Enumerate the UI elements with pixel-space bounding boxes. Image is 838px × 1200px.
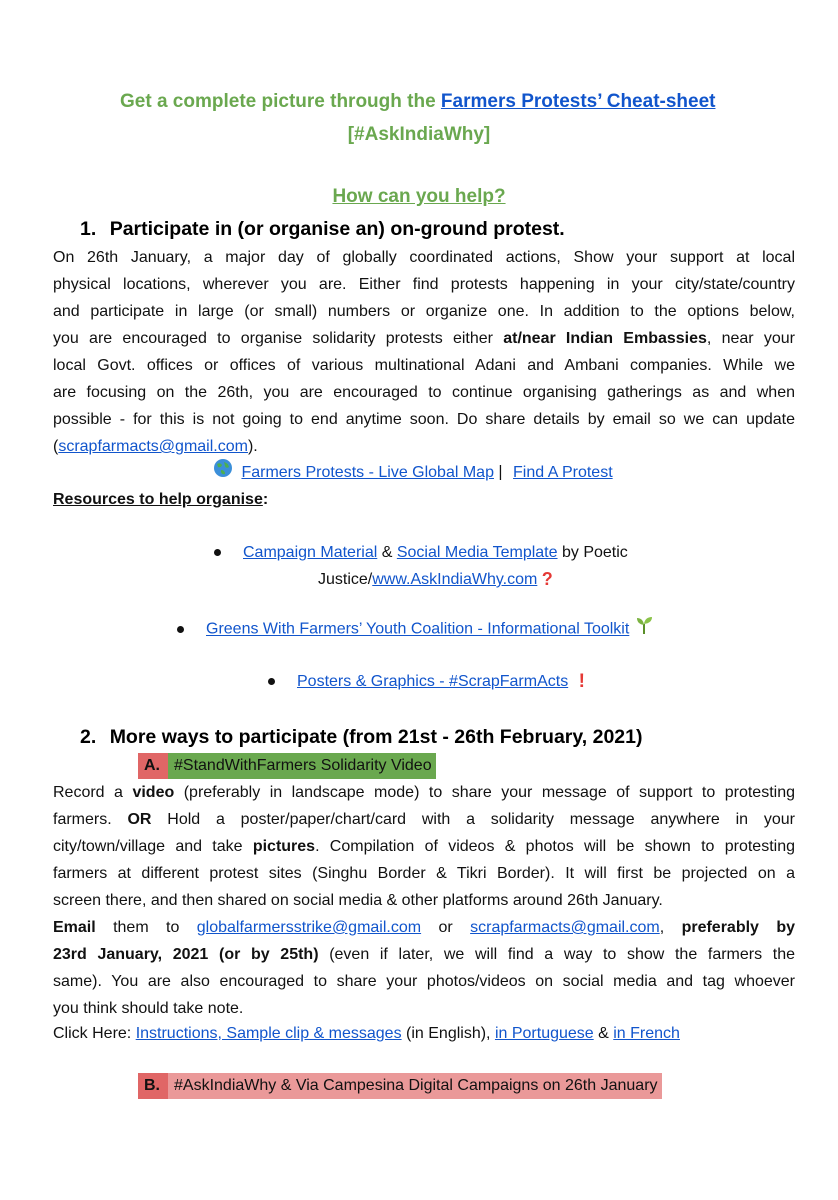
video-paragraph (53, 779, 795, 914)
text-run: & (593, 1025, 614, 1042)
text-run-bold: Email (53, 919, 96, 936)
find-a-protest-link[interactable]: Find A Protest (513, 463, 613, 481)
globe-icon (213, 458, 233, 487)
text-run: (preferably in landscape mode) to share your message of support to protesting (174, 784, 795, 801)
text-run: Justice/ (318, 571, 373, 588)
text-run: Hold a poster/paper/chart/card with a solidarity message anywhere in your (151, 811, 795, 828)
section-2-number: 2. (80, 726, 97, 748)
text-run: Record a (53, 784, 133, 801)
list-item-posters (268, 668, 585, 695)
paragraph-line (53, 433, 795, 460)
list-item-continuation (318, 566, 553, 593)
help-heading: How can you help? (332, 186, 506, 207)
paragraph-line: local Govt. offices or offices of various multinational Adani and Ambani companies. While we (53, 357, 795, 374)
section-2-heading (80, 726, 643, 749)
subsection-b-heading (138, 1073, 662, 1099)
text-run: ). (247, 438, 258, 455)
bullet-dot (177, 626, 184, 633)
resources-colon: : (262, 491, 269, 508)
text-run-bold: video (132, 784, 175, 801)
posters-graphics-link[interactable]: Posters & Graphics - #ScrapFarmActs (297, 673, 569, 690)
text-run: (even if later, we will find a way to show the farmers the (318, 946, 795, 963)
subsection-a-heading (138, 753, 436, 779)
email-link-globalfarmersstrike[interactable]: globalfarmersstrike@gmail.com (196, 919, 422, 936)
section-1-title: Participate in (or organise an) on-ground protest. (109, 218, 565, 240)
link-separator: | (493, 463, 508, 481)
askindiawhy-link[interactable]: www.AskIndiaWhy.com (372, 571, 538, 588)
text-run: them to (95, 919, 197, 936)
cheat-sheet-link[interactable]: Farmers Protests’ Cheat-sheet (440, 91, 716, 112)
paragraph-line (53, 806, 795, 833)
text-run: (in English), (401, 1025, 495, 1042)
resources-label-text: Resources to help organise (53, 491, 263, 508)
email-paragraph (53, 914, 795, 1022)
section-2-title: More ways to participate (from 21st - 26th February, 2021) (109, 726, 643, 748)
text-run: & (377, 544, 397, 561)
paragraph-line (53, 833, 795, 860)
subsection-b-title: #AskIndiaWhy & Via Campesina Digital Campaigns on 26th January (168, 1073, 662, 1099)
text-run: farmers. (53, 811, 128, 828)
section-1-number: 1. (80, 218, 97, 240)
french-link[interactable]: in French (613, 1025, 680, 1042)
embassies-emphasis: at/near Indian Embassies (503, 330, 707, 347)
paragraph-line (53, 941, 795, 968)
page-title (120, 91, 715, 113)
click-here-label: Click Here: (53, 1025, 136, 1042)
text-run: , (659, 919, 682, 936)
portuguese-link[interactable]: in Portuguese (494, 1025, 594, 1042)
email-link-scrapfarmacts-2[interactable]: scrapfarmacts@gmail.com (470, 919, 660, 936)
text-run-bold: preferably by (681, 919, 796, 936)
social-media-template-link[interactable]: Social Media Template (396, 544, 558, 561)
text-run: you are encouraged to organise solidarity protests either (53, 330, 504, 347)
paragraph-line (53, 914, 795, 941)
paragraph-line: On 26th January, a major day of globally coordinated actions, Show your support at local (53, 249, 795, 266)
click-here-row (53, 1020, 680, 1047)
resources-label (53, 486, 268, 513)
paragraph-line: screen there, and then shared on social media & other platforms around 26th January. (53, 892, 663, 909)
section-1-paragraph (53, 244, 795, 460)
email-link-scrapfarmacts[interactable]: scrapfarmacts@gmail.com (58, 438, 248, 455)
paragraph-line: are focusing on the 26th, you are encouraged to continue organising gatherings as and when (53, 384, 795, 401)
paragraph-line: you think should take note. (53, 1000, 244, 1017)
text-run: , near your (706, 330, 795, 347)
paragraph-line: and participate in large (or small) numbers or organize one. In addition to the options below, (53, 303, 795, 320)
list-item-greens-toolkit (177, 615, 654, 644)
instructions-link[interactable]: Instructions, Sample clip & messages (135, 1025, 402, 1042)
text-run-bold: pictures (252, 838, 316, 855)
paragraph-line: physical locations, wherever you are. Either find protests happening in your city/state/country (53, 276, 795, 293)
text-run: ( (53, 438, 59, 455)
text-run: by Poetic (557, 544, 628, 561)
paragraph-line: same). You are also encouraged to share your photos/videos on social media and tag whoever (53, 973, 795, 990)
deadline-emphasis: 23rd January, 2021 (or by 25th) (53, 946, 319, 963)
bullet-dot (268, 678, 275, 685)
list-item-campaign-material (214, 539, 628, 566)
paragraph-line: possible - for this is not going to end anytime soon. Do share details by email so we can update (53, 411, 795, 428)
red-question-icon: ? (541, 569, 553, 590)
subsection-a-title: #StandWithFarmers Solidarity Video (168, 753, 436, 779)
paragraph-line: farmers at different protest sites (Singhu Border & Tikri Border). It will first be projected on a (53, 865, 795, 882)
paragraph-line (53, 325, 795, 352)
subsection-b-letter: B. (138, 1073, 168, 1099)
bullet-dot (214, 549, 221, 556)
subsection-a-letter: A. (138, 753, 168, 779)
live-global-map-link[interactable]: Farmers Protests - Live Global Map (241, 463, 494, 481)
text-run: city/town/village and take (53, 838, 253, 855)
title-prefix: Get a complete picture through the (120, 91, 441, 112)
red-exclamation-icon: ! (578, 671, 585, 693)
campaign-material-link[interactable]: Campaign Material (243, 544, 378, 561)
section-1-heading (80, 218, 565, 241)
paragraph-line (53, 779, 795, 806)
protest-links-row (213, 458, 613, 487)
text-run-bold: OR (127, 811, 152, 828)
text-run: or (421, 919, 471, 936)
page-subtitle: [#AskIndiaWhy] (347, 124, 491, 145)
seedling-icon (634, 615, 654, 644)
text-run: . Compilation of videos & photos will be shown to protesting (315, 838, 795, 855)
greens-toolkit-link[interactable]: Greens With Farmers’ Youth Coalition - Informational Toolkit (206, 620, 630, 638)
